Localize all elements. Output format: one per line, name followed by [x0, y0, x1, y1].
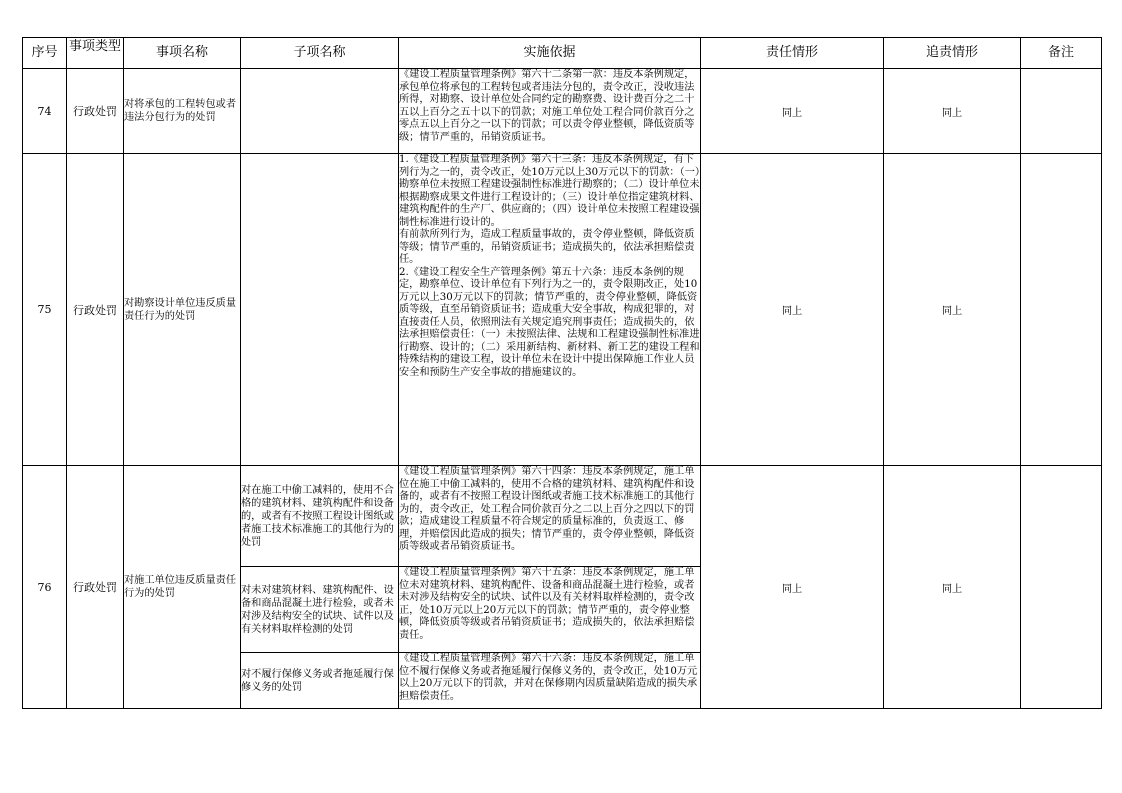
row-name: 对将承包的工程转包或者违法分包行为的处罚 — [124, 69, 241, 154]
row-sub: 对不履行保修义务或者拖延履行保修义务的处罚 — [241, 653, 399, 709]
row-resp: 同上 — [701, 154, 884, 466]
row-sub: 对未对建筑材料、建筑构配件、设备和商品混凝土进行检验，或者未对涉及结构安全的试块、试件以及有关材料取样检测的处罚 — [241, 567, 399, 653]
basis-text: 《建设工程质量管理条例》第六十六条：违反本条例规定，施工单位不履行保修义务或者拖延履行保修义务的，责令改正，处10万元以上20万元以下的罚款，并对在保修期内因质量缺陷造成的损失承担赔偿责任。 — [399, 653, 698, 702]
basis-paragraph: 2.《建设工程安全生产管理条例》第五十六条：违反本条例的规定，勘察单位、设计单位有下列行为之一的，责令限期改正，处10万元以上30万元以下的罚款；情节严重的，责令停业整顿，降低资质等级，直至吊销资质证书；造成重大安全事故，构成犯罪的，对直接责任人员，依照刑法有关规定追究刑事责任；造成损失的，依法承担赔偿责任：（一）未按照法律、法规和工程建设强制性标准进行勘察、设计的；（二）采用新结构、新材料、新工艺的建设工程和特殊结构的建设工程，设计单位未在设计中提出保障施工作业人员安全和预防生产安全事故的措施建议的。 — [399, 266, 700, 378]
header-seq: 序号 — [23, 38, 67, 69]
row-seq: 76 — [23, 466, 67, 709]
row-basis — [399, 567, 701, 653]
header-acc: 追责情形 — [884, 38, 1021, 69]
row-note — [1021, 154, 1102, 466]
row-name: 对施工单位违反质量责任行为的处罚 — [124, 466, 241, 709]
header-note: 备注 — [1021, 38, 1102, 69]
row-name: 对勘察设计单位违反质量责任行为的处罚 — [124, 154, 241, 466]
row-acc: 同上 — [884, 69, 1021, 154]
basis-text: 《建设工程质量管理条例》第六十二条第一款：违反本条例规定，承包单位将承包的工程转包或者违法分包的，责令改正，没收违法所得，对勘察、设计单位处合同约定的勘察费、设计费百分之二十五以上百分之五十以下的罚款；对施工单位处工程合同价款百分之零点五以上百分之一以下的罚款；可以责令停业整顿，降低资质等级；情节严重的，吊销资质证书。 — [399, 69, 695, 143]
row-resp: 同上 — [701, 466, 884, 709]
basis-paragraph: 1.《建设工程质量管理条例》第六十三条：违反本条例规定，有下列行为之一的，责令改正，处10万元以上30万元以下的罚款：（一）勘察单位未按照工程建设强制性标准进行勘察的；（二）设计单位未根据勘察成果文件进行工程设计的；（三）设计单位指定建筑材料、建筑构配件的生产厂、供应商的；（四）设计单位未按照工程建设强制性标准进行设计的。 — [399, 154, 700, 228]
row-basis — [399, 653, 701, 709]
row-acc: 同上 — [884, 466, 1021, 709]
basis-text: 《建设工程质量管理条例》第六十四条：违反本条例规定，施工单位在施工中偷工减料的，使用不合格的建筑材料、建筑构配件和设备的，或者有不按照工程设计图纸或者施工技术标准施工的其他行为的，责令改正，处工程合同价款百分之二以上百分之四以下的罚款；造成建设工程质量不符合规定的质量标准的，负责返工、修理，并赔偿因此造成的损失；情节严重的，责令停业整顿，降低资质等级或者吊销资质证书。 — [399, 466, 695, 552]
row-sub: 对在施工中偷工减料的，使用不合格的建筑材料、建筑构配件和设备的，或者有不按照工程设计图纸或者施工技术标准施工的其他行为的处罚 — [241, 466, 399, 567]
header-basis: 实施依据 — [399, 38, 701, 69]
responsibility-table — [22, 37, 1102, 709]
table-row — [23, 154, 1102, 466]
basis-paragraph: 有前款所列行为，造成工程质量事故的，责令停业整顿，降低资质等级；情节严重的，吊销资质证书；造成损失的，依法承担赔偿责任。 — [399, 229, 695, 265]
row-basis — [399, 154, 701, 466]
table-row — [23, 466, 1102, 567]
row-sub — [241, 154, 399, 466]
basis-text — [399, 154, 700, 465]
row-note — [1021, 69, 1102, 154]
row-basis — [399, 466, 701, 567]
row-basis — [399, 69, 701, 154]
row-seq: 75 — [23, 154, 67, 466]
header-name: 事项名称 — [124, 38, 241, 69]
header-resp: 责任情形 — [701, 38, 884, 69]
row-type: 行政处罚 — [67, 154, 124, 466]
row-note — [1021, 466, 1102, 709]
header-sub: 子项名称 — [241, 38, 399, 69]
basis-text: 《建设工程质量管理条例》第六十五条：违反本条例规定，施工单位未对建筑材料、建筑构配件、设备和商品混凝土进行检验，或者未对涉及结构安全的试块、试件以及有关材料取样检测的，责令改正，处10万元以上20万元以下的罚款；情节严重的，责令停业整顿，降低资质等级或者吊销资质证书；造成损失的，依法承担赔偿责任。 — [399, 567, 695, 641]
row-seq: 74 — [23, 69, 67, 154]
table-row — [23, 69, 1102, 154]
header-type: 事项类型 — [67, 38, 124, 69]
row-sub — [241, 69, 399, 154]
row-type: 行政处罚 — [67, 466, 124, 709]
row-resp: 同上 — [701, 69, 884, 154]
row-type: 行政处罚 — [67, 69, 124, 154]
header-row — [23, 38, 1102, 69]
row-acc: 同上 — [884, 154, 1021, 466]
